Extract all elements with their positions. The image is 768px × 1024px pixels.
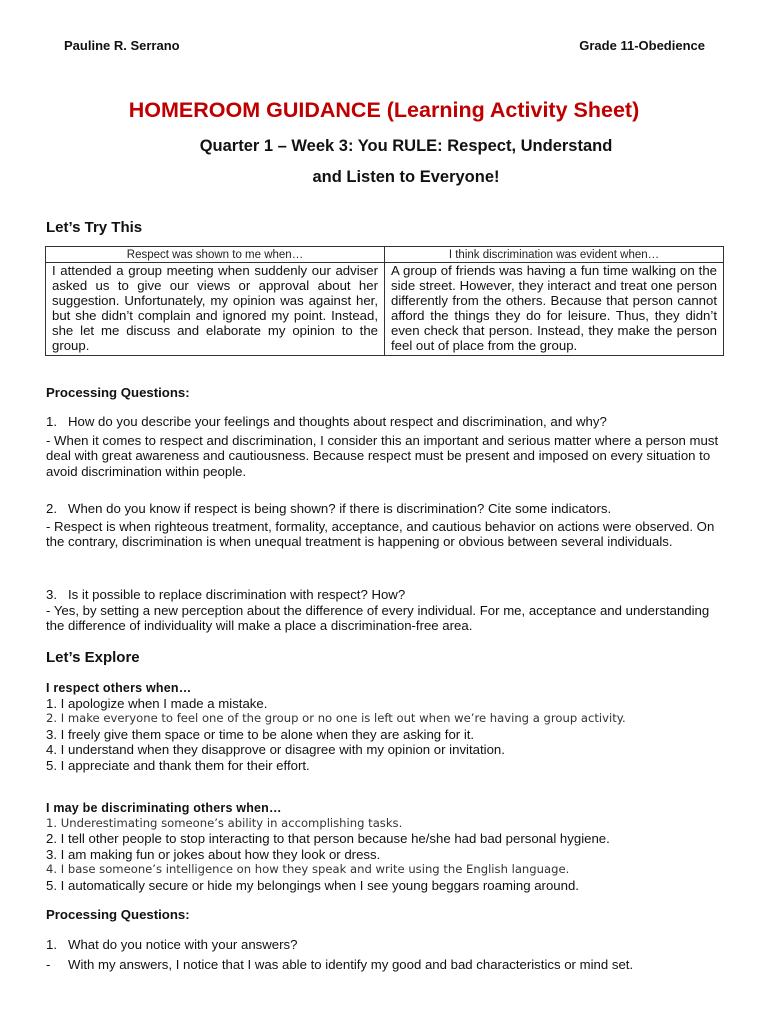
respect-list xyxy=(46,696,746,773)
answer-bullet: - xyxy=(46,957,51,972)
table-cell-discrimination: A group of friends was having a fun time walking on the side street. However, they interact and treat one person differently from the others. Because that person cannot afford the things they do for leisure. Thus, they didn’t even check that person. Instead, they make the person feel out of place from the group. xyxy=(385,263,724,356)
question-number: 1. xyxy=(46,937,57,952)
question-1 xyxy=(46,414,726,429)
table-header-discrimination: I think discrimination was evident when… xyxy=(385,247,724,263)
list-item: 5. I automatically secure or hide my belongings when I see young beggars roaming around. xyxy=(46,877,579,893)
question-number: 3. xyxy=(46,587,57,602)
respect-list-heading: I respect others when… xyxy=(46,681,192,695)
list-item: 4. I understand when they disapprove or disagree with my opinion or invitation. xyxy=(46,742,505,758)
table-header-respect: Respect was shown to me when… xyxy=(46,247,385,263)
answer-explore-1 xyxy=(46,957,726,972)
processing-questions-2-heading: Processing Questions: xyxy=(46,907,190,922)
question-explore-1 xyxy=(46,937,726,952)
table-cell-respect: I attended a group meeting when suddenly our adviser asked us to give our views or approval about her suggestion. Unfortunately, my opinion was against her, but she didn’t complain and ignored my point. Instead, she let me discuss and elaborate my opinion to the group. xyxy=(46,263,385,356)
list-item: 3. I am making fun or jokes about how they look or dress. xyxy=(46,846,381,862)
processing-questions-heading: Processing Questions: xyxy=(46,385,190,400)
list-item: 2. I make everyone to feel one of the group or no one is left out when we’re having a group activity. xyxy=(46,711,626,726)
list-item: 4. I base someone’s intelligence on how they speak and write using the English language. xyxy=(46,862,570,877)
answer-1: - When it comes to respect and discrimination, I consider this an important and serious matter where a person must deal with great awareness and cautiousness. Because respect must be present and imposed on every situation to avoid discrimination within people. xyxy=(46,433,719,479)
page-title: HOMEROOM GUIDANCE (Learning Activity Sheet) xyxy=(128,98,640,122)
answer-3: - Yes, by setting a new perception about the difference of every individual. For me, acceptance and understanding the difference of individuality will make a place a discrimination-free area. xyxy=(46,603,710,634)
subtitle-line-2: and Listen to Everyone! xyxy=(312,168,500,186)
lets-explore-heading: Let’s Explore xyxy=(46,649,140,666)
question-number: 1. xyxy=(46,414,57,429)
list-item: 3. I freely give them space or time to be alone when they are asking for it. xyxy=(46,726,475,742)
question-text: What do you notice with your answers? xyxy=(68,937,298,952)
question-text: How do you describe your feelings and thoughts about respect and discrimination, and why? xyxy=(68,414,607,429)
answer-2: - Respect is when righteous treatment, formality, acceptance, and cautious behavior on actions were observed. On the contrary, discrimination is when unequal treatment is happening or obvious between several individuals. xyxy=(46,519,715,550)
lets-try-this-heading: Let’s Try This xyxy=(46,219,143,236)
list-item: 5. I appreciate and thank them for their effort. xyxy=(46,757,310,773)
answer-text: With my answers, I notice that I was able to identify my good and bad characteristics or mind set. xyxy=(68,957,634,972)
list-item: 2. I tell other people to stop interacting to that person because he/she had bad personal hygiene. xyxy=(46,831,610,847)
lets-try-this-table xyxy=(45,246,724,356)
question-2 xyxy=(46,501,726,516)
subtitle-line-1: Quarter 1 – Week 3: You RULE: Respect, Understand xyxy=(199,137,613,155)
question-number: 2. xyxy=(46,501,57,516)
list-item: 1. Underestimating someone’s ability in accomplishing tasks. xyxy=(46,816,403,830)
question-text: Is it possible to replace discrimination with respect? How? xyxy=(68,587,406,602)
question-3 xyxy=(46,587,726,602)
grade-section: Grade 11-Obedience xyxy=(579,38,705,53)
student-name: Pauline R. Serrano xyxy=(64,38,180,53)
discriminating-list-heading: I may be discriminating others when… xyxy=(46,801,282,815)
discriminating-list xyxy=(46,816,746,893)
list-item: 1. I apologize when I made a mistake. xyxy=(46,696,268,711)
question-text: When do you know if respect is being shown? if there is discrimination? Cite some indicators. xyxy=(68,501,612,516)
